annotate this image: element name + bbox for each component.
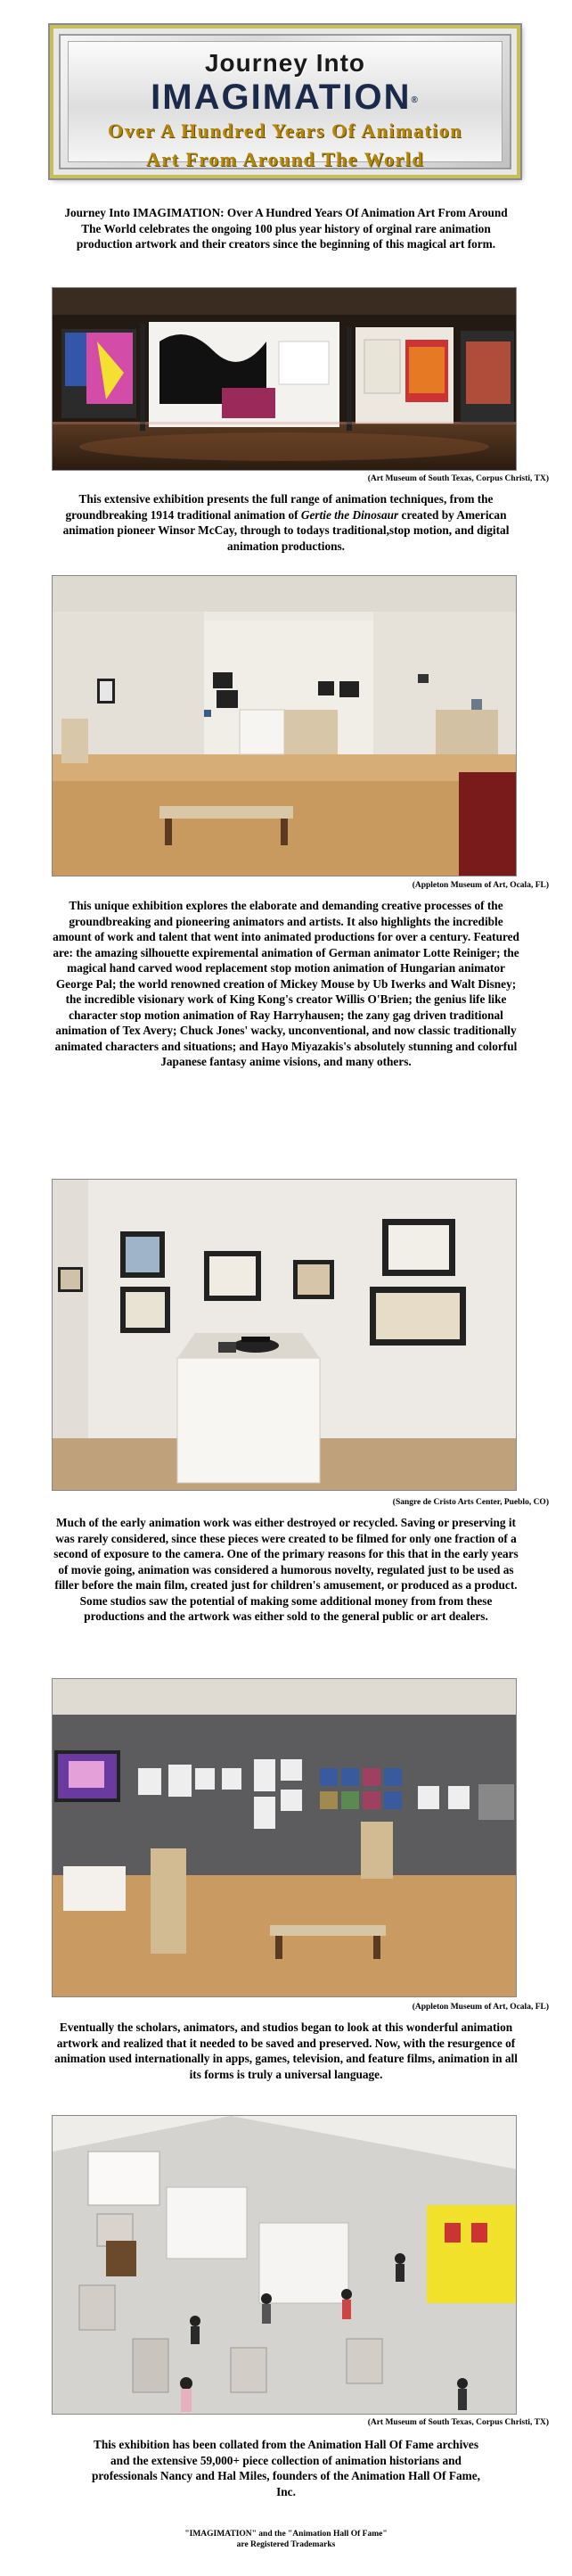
registered-mark: ® [411, 95, 420, 105]
title-banner [50, 25, 520, 178]
photo1-caption: (Art Museum of South Texas, Corpus Christi, TX) [367, 474, 549, 483]
photo-illustration [53, 288, 517, 471]
intro-paragraph: Journey Into IMAGIMATION: Over A Hundred Years Of Animation Art From Around The World celebrates the ongoing 100 plus year history of orginal rare animation production artwork and their creators since the beginning of this magical art form. [64, 206, 508, 251]
photo3-caption: (Sangre de Cristo Arts Center, Pueblo, CO) [392, 1498, 549, 1507]
banner-line-imagimation [69, 79, 502, 115]
photo-illustration [53, 2116, 517, 2415]
gertie-title: Gertie the Dinosaur [300, 507, 399, 522]
trademark-line-2: are Registered Trademarks [236, 2540, 336, 2549]
photo2-caption: (Appleton Museum of Art, Ocala, FL) [412, 881, 549, 890]
techniques-text-1: This extensive exhibition presents the full range of animation techniques, from the groundbreaking 1914 traditional animation of [65, 492, 494, 522]
banner-line-journey: Journey Into [204, 49, 365, 77]
gallery-photo-corpus-christi-1 [52, 287, 517, 471]
photo-illustration [53, 576, 517, 876]
trademark-line-1: "IMAGIMATION" and the "Animation Hall Of Fame" [184, 2530, 388, 2539]
gallery-photo-pueblo [52, 1179, 517, 1491]
photo4-caption: (Appleton Museum of Art, Ocala, FL) [412, 2003, 549, 2012]
techniques-paragraph [52, 491, 520, 554]
collection-paragraph: This exhibition has been collated from the Animation Hall Of Fame archives and the extensive 59,000+ piece collection of animation historians and professionals Nancy and Hal Miles, founders of the Animation Hall Of Fame, Inc. [92, 2438, 480, 2498]
photo-illustration [53, 1180, 517, 1491]
banner-subtitle-2: Art From Around The World [145, 148, 425, 170]
banner-panel [68, 41, 503, 170]
techniques-text-2: created by American animation pioneer Winsor McCay, through to todays traditional,stop motion, and digital animation productions. [62, 507, 510, 553]
gallery-photo-appleton-1 [52, 575, 517, 876]
photo5-caption: (Art Museum of South Texas, Corpus Christi, TX) [367, 2418, 549, 2427]
trademark-footer [52, 2529, 520, 2550]
photo-illustration [53, 1679, 517, 1997]
gallery-photo-corpus-christi-2 [52, 2115, 517, 2415]
featured-artists-paragraph: This unique exhibition explores the elaborate and demanding creative processes of the groundbreaking and pioneering animators and artists. It also highlights the incredible amount of work and talent that went into animated productions for over a century. Featured are: the amazing silhouette expiremental animation of German animator Lotte Reiniger; the magical hand carved wood replacement stop motion animation of Hungarian animator George Pal; the world renowned creation of Mickey Mouse by Ub Iwerks and Walt Disney; the incredible visionary work of King Kong's creator Willis O'Brien; the genius life like character stop motion animation of Ray Harryhausen; the zany gag driven traditional animation of Tex Avery; Chuck Jones' wacky, unconventional, and now classic traditionally animated characters and situations; and Hayo Miyazakis's absolutely stunning and colorful Japanese fantasy anime visions, and many others. [53, 899, 519, 1068]
history-paragraph: Much of the early animation work was either destroyed or recycled. Saving or preserving it was rarely considered, since these pieces were created to be filmed for only one fraction of a second of exposure to the camera. One of the primary reasons for this that in the early years of movie going, animation was considered a humorous novelty, regulated just to be used as filler before the main film, created just for children's amusement, or produced as a product. Some studios saw the potential of making some additional money from from these productions and the artwork was either sold to the general public or art dealers. [53, 1516, 519, 1623]
preservation-paragraph: Eventually the scholars, animators, and studios began to look at this wonderful animation artwork and realized that it needed to be saved and preserved. Now, with the resurgence of animation used internationally in apps, games, television, and feature films, animation in all its forms is truly a universal language. [54, 2020, 518, 2081]
banner-subtitle-1: Over A Hundred Years Of Animation [107, 119, 463, 142]
gallery-photo-appleton-2 [52, 1678, 517, 1997]
banner-imagimation-text: IMAGIMATION [151, 78, 412, 117]
